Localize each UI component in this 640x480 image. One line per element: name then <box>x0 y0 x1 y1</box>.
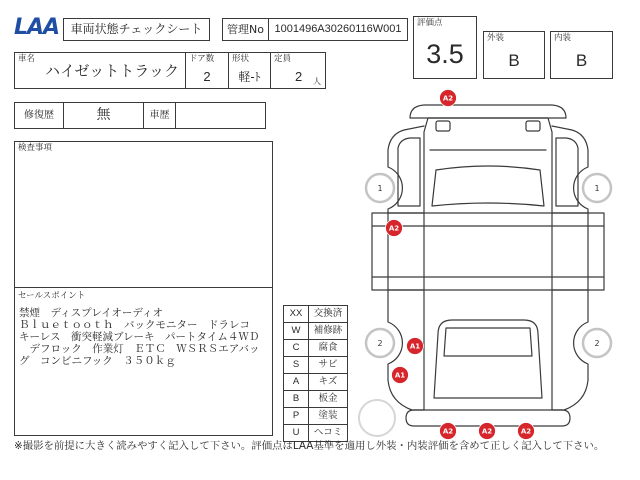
sales-point-line: Ｂｌｕｅｔｏｏｔｈ バックモニター ドラレコ <box>19 319 250 331</box>
legend-code: A <box>284 374 309 391</box>
tire-number: 1 <box>377 184 383 193</box>
doors-cell <box>185 52 229 89</box>
tire-rear-right <box>583 329 611 357</box>
right-rear-side-outline <box>552 290 588 410</box>
capacity-cell <box>270 52 326 89</box>
legend-code: C <box>284 340 309 357</box>
sales-point-line: グ コンビニフック ３５０ｋｇ <box>19 355 176 367</box>
repair-history-value: 無 <box>96 107 111 123</box>
overall-grade-box <box>413 16 477 79</box>
legend-meaning: 補修跡 <box>309 323 348 340</box>
car-history-value-cell <box>175 102 266 129</box>
damage-mark-label: A1 <box>409 342 421 351</box>
headlight-left <box>436 121 450 131</box>
management-no-value: 1001496A30260116W001 <box>274 23 402 35</box>
bed-floor-lines <box>424 290 552 410</box>
legend-meaning: サビ <box>309 357 348 374</box>
footer-note: ※撮影を前提に大きく読みやすく記入して下さい。評価点はLAA基準を適用し外装・内装評価を含めて正しく記入して下さい。 <box>14 440 605 452</box>
interior-grade-value: B <box>575 51 588 70</box>
legend-code: S <box>284 357 309 374</box>
windshield-outline <box>432 166 544 206</box>
legend-code: P <box>284 408 309 425</box>
legend-row <box>284 340 348 357</box>
damage-mark-label: A2 <box>442 94 454 103</box>
front-bumper-outline <box>410 105 566 118</box>
legend-row <box>284 323 348 340</box>
inspection-box <box>14 141 273 288</box>
repair-history-label-cell <box>14 102 64 129</box>
legend-code: XX <box>284 306 309 323</box>
sales-points-label: セールスポイント <box>18 291 86 301</box>
legend-meaning: 板金 <box>309 391 348 408</box>
damage-mark-label: A2 <box>442 427 454 436</box>
tire-front-left <box>366 174 394 202</box>
overall-grade-value: 3.5 <box>426 39 464 69</box>
shape-cell <box>228 52 271 89</box>
legend-code: W <box>284 323 309 340</box>
sales-points-text <box>19 307 259 367</box>
sheet-title: 車両状態チェックシート <box>70 22 203 36</box>
shape-value: 軽-ﾄ <box>238 70 261 84</box>
sales-point-line: デフロック 作業灯 ＥＴＣ ＷＳＲＳエアバッ <box>19 343 260 355</box>
damage-mark <box>518 423 535 440</box>
repair-history-value-cell <box>63 102 144 129</box>
interior-grade-label: 内装 <box>554 33 572 43</box>
legend-row <box>284 391 348 408</box>
overall-grade-label: 評価点 <box>417 18 443 28</box>
laa-logo: LAA <box>14 15 60 40</box>
damage-mark-label: A1 <box>394 371 406 380</box>
damage-mark-label: A2 <box>520 427 532 436</box>
interior-grade-box <box>550 31 613 79</box>
damage-mark <box>386 220 403 237</box>
legend-row <box>284 408 348 425</box>
rear-panel-outline <box>434 320 542 398</box>
tire-number: 1 <box>594 184 600 193</box>
management-no-label-cell <box>222 18 269 41</box>
vehicle-damage-diagram <box>350 88 635 442</box>
sales-point-line: 禁煙 ディスプレイオーディオ <box>19 307 164 319</box>
exterior-grade-box <box>483 31 545 79</box>
vehicle-name-label: 車名 <box>18 54 36 64</box>
damage-mark <box>407 338 424 355</box>
legend-meaning: キズ <box>309 374 348 391</box>
sales-point-line: キーレス 衝突軽減ブレーキ パートタイム４ＷＤ <box>19 331 260 343</box>
legend-meaning: ヘコミ <box>309 425 348 442</box>
management-no-value-cell <box>268 18 408 41</box>
shape-label: 形状 <box>232 54 250 64</box>
damage-mark <box>479 423 496 440</box>
exterior-grade-value: B <box>508 51 520 70</box>
doors-value: 2 <box>203 69 211 84</box>
damage-mark <box>440 423 457 440</box>
capacity-value: 2 <box>295 69 303 84</box>
exterior-grade-label: 外装 <box>487 33 505 43</box>
capacity-unit: 人 <box>313 77 321 86</box>
car-history-label-cell <box>143 102 176 129</box>
spare-tire-circle <box>359 400 395 436</box>
vehicle-name-value: ハイゼットトラック <box>45 62 179 80</box>
legend-code: U <box>284 425 309 442</box>
damage-mark <box>392 367 409 384</box>
bed-side-band <box>372 213 604 290</box>
inspection-label: 検査事項 <box>18 143 53 153</box>
tire-front-right <box>583 174 611 202</box>
rear-window-outline <box>444 328 532 356</box>
tire-rear-left <box>366 329 394 357</box>
doors-label: ドア数 <box>189 54 215 64</box>
vehicle-name-cell <box>14 52 186 89</box>
legend-code: B <box>284 391 309 408</box>
damage-mark <box>440 90 457 107</box>
car-history-label: 車歴 <box>149 110 170 121</box>
legend-meaning: 塗装 <box>309 408 348 425</box>
legend-row <box>284 306 348 323</box>
headlight-right <box>526 121 540 131</box>
bed-band-lines <box>372 213 604 290</box>
sales-points-box <box>14 287 273 436</box>
capacity-label: 定員 <box>274 54 292 64</box>
legend-row <box>284 357 348 374</box>
tire-number: 2 <box>594 339 600 348</box>
legend-meaning: 交換済 <box>309 306 348 323</box>
legend-meaning: 腐食 <box>309 340 348 357</box>
legend-row <box>284 425 348 442</box>
title-box <box>63 18 210 41</box>
legend-row <box>284 374 348 391</box>
damage-mark-label: A2 <box>388 224 400 233</box>
management-no-label: 管理No <box>227 23 264 36</box>
tire-number: 2 <box>377 339 383 348</box>
damage-mark-label: A2 <box>481 427 493 436</box>
damage-legend-table <box>283 305 348 442</box>
repair-history-label: 修復歴 <box>24 110 54 121</box>
